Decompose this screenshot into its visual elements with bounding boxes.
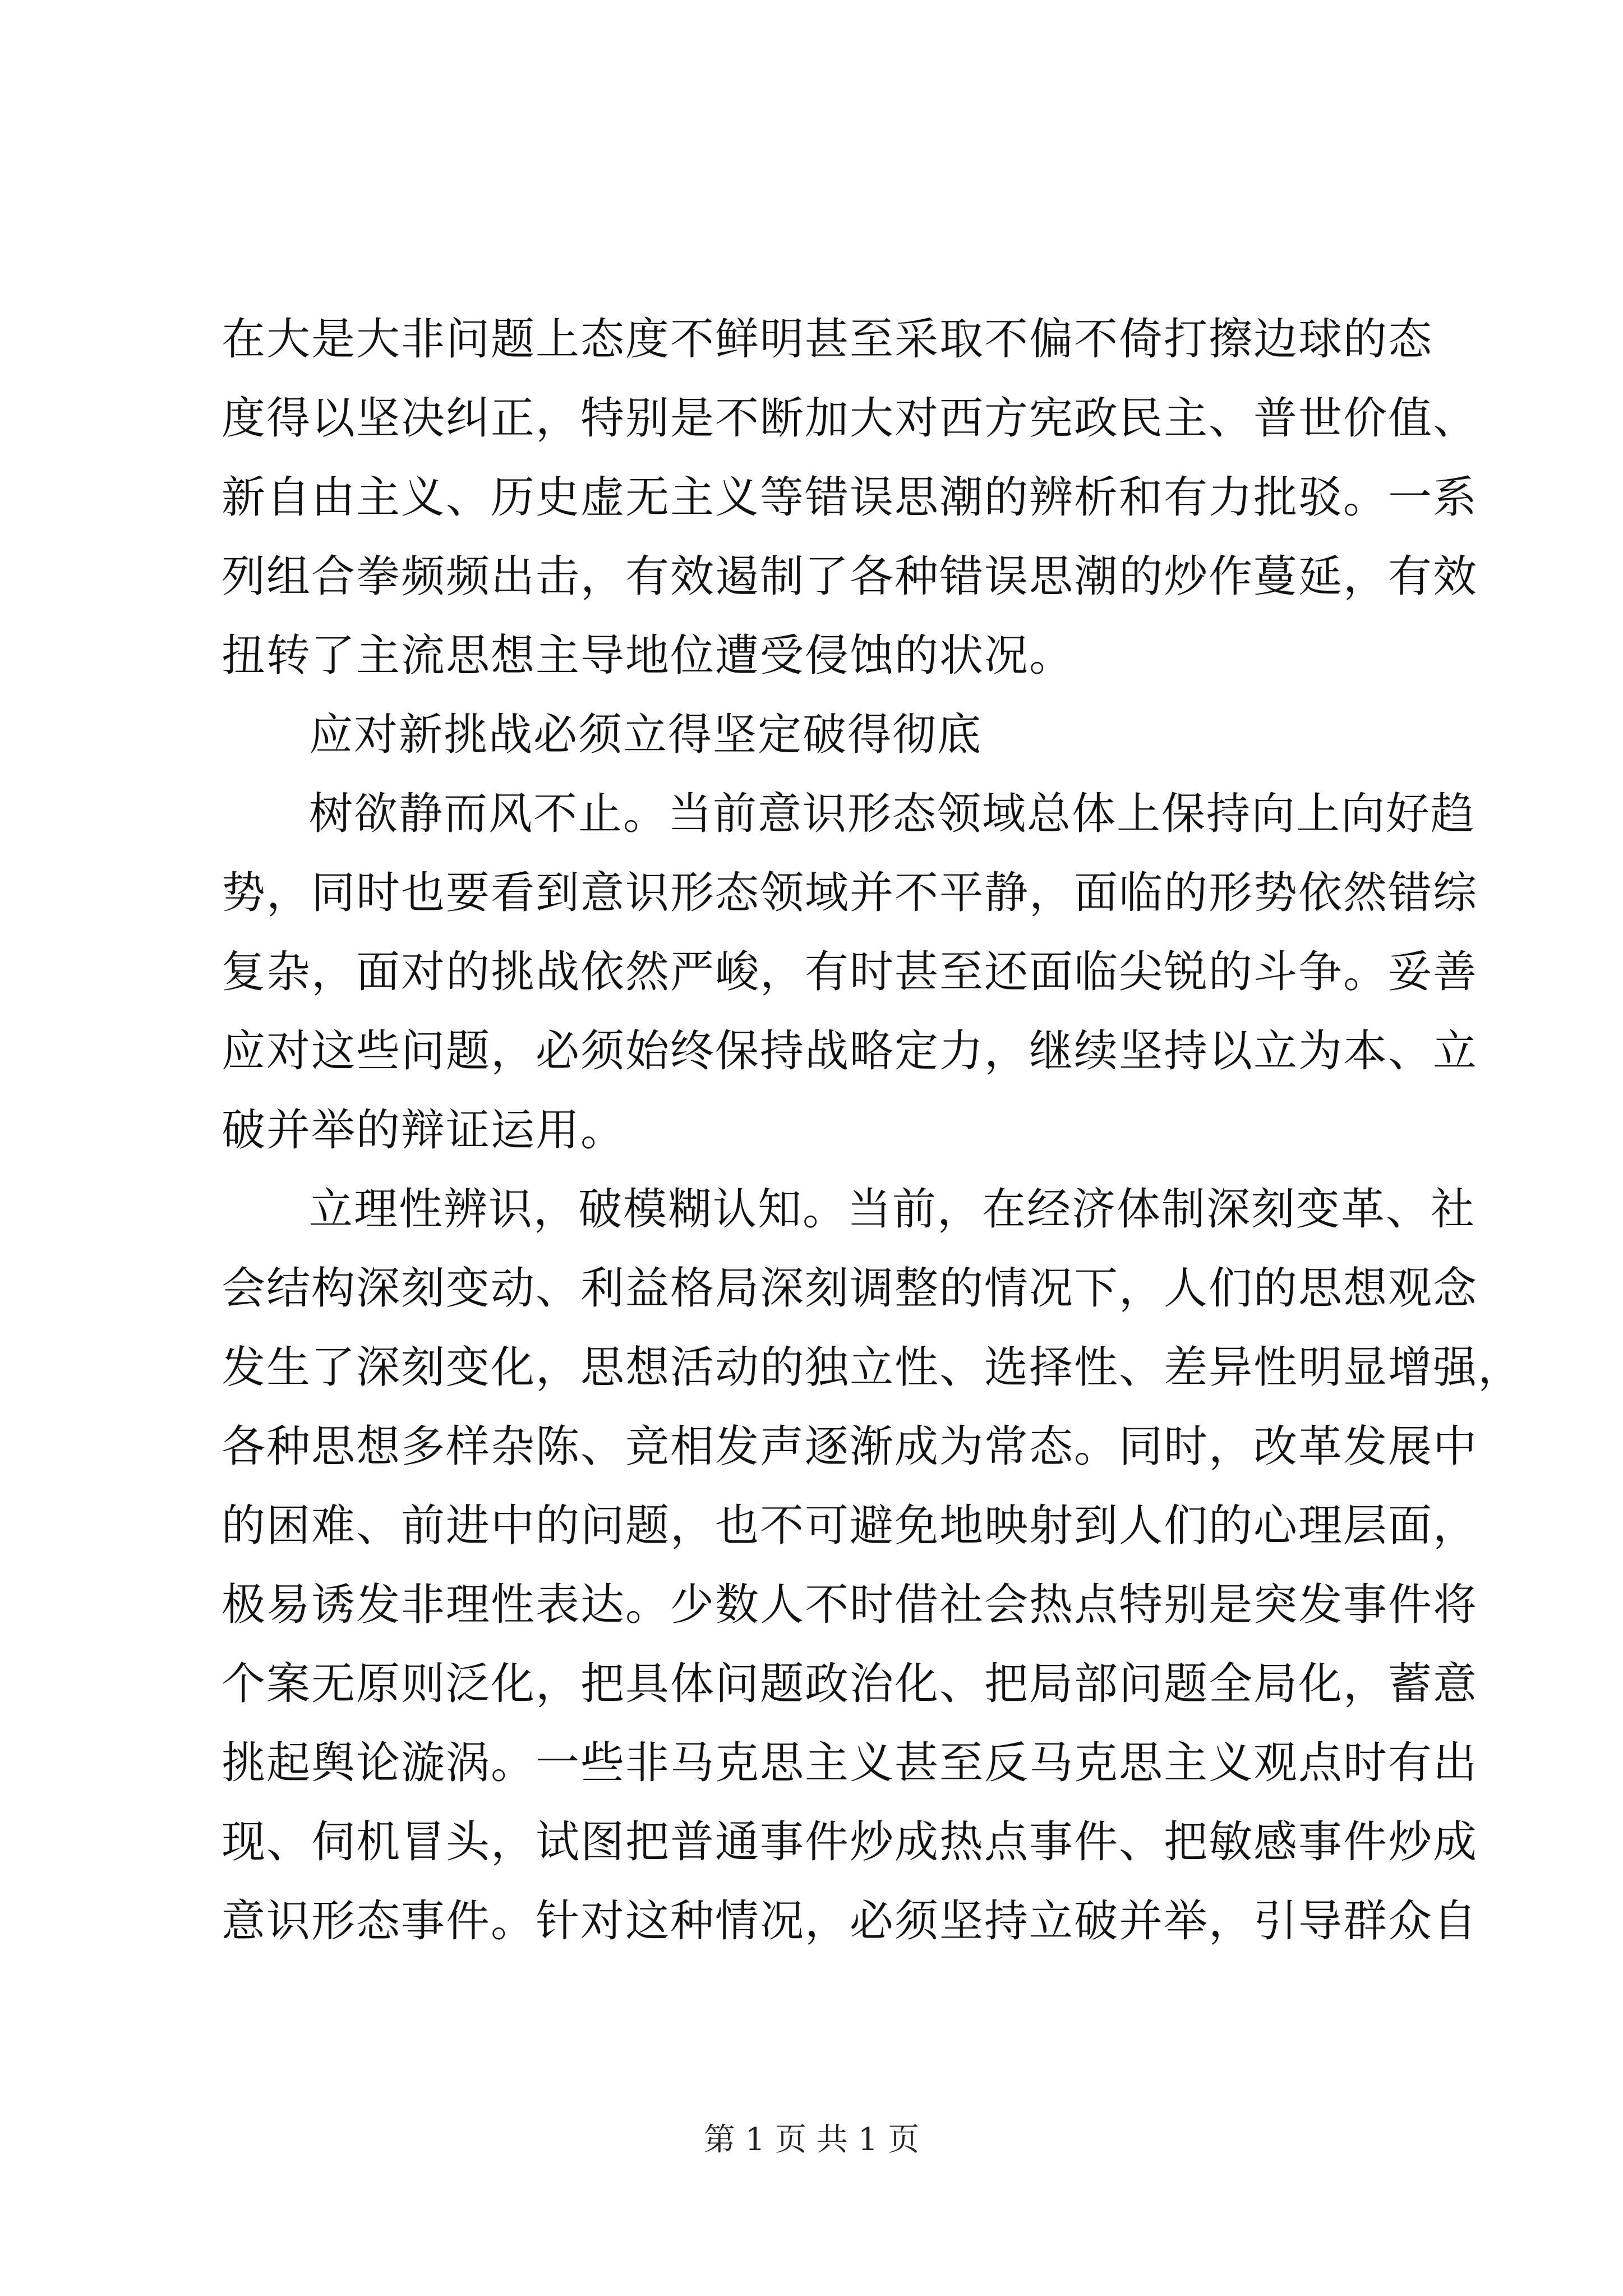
paragraph-3 (222, 1170, 1523, 1961)
paragraph-2 (222, 775, 1478, 1170)
text-line: 挑起舆论漩涡。一些非马克思主义甚至反马克思主义观点时有出 (222, 1738, 1478, 1788)
page-footer: 第 1 页 共 1 页 (703, 2122, 920, 2158)
text-line: 个案无原则泛化，把具体问题政治化、把局部问题全局化，蓄意 (222, 1659, 1478, 1709)
text-line: 会结构深刻变动、利益格局深刻调整的情况下，人们的思想观念 (222, 1263, 1478, 1314)
text-line: 各种思想多样杂陈、竞相发声逐渐成为常态。同时，改革发展中 (222, 1421, 1478, 1472)
text-line: 新自由主义、历史虚无主义等错误思潮的辨析和有力批驳。一系 (222, 472, 1478, 523)
text-line: 复杂，面对的挑战依然严峻，有时甚至还面临尖锐的斗争。妥善 (222, 947, 1478, 997)
text-line: 的困难、前进中的问题，也不可避免地映射到人们的心理层面， (222, 1501, 1478, 1551)
text-line: 扭转了主流思想主导地位遭受侵蚀的状况。 (222, 631, 1075, 681)
text-line: 意识形态事件。针对这种情况，必须坚持立破并举，引导群众自 (222, 1896, 1478, 1947)
text-line: 列组合拳频频出击，有效遏制了各种错误思潮的炒作蔓延，有效 (222, 551, 1478, 602)
text-line: 在大是大非问题上态度不鲜明甚至采取不偏不倚打擦边球的态 (222, 314, 1433, 365)
text-line: 势，同时也要看到意识形态领域并不平静，面临的形势依然错综 (222, 868, 1478, 918)
text-line: 现、伺机冒头，试图把普通事件炒成热点事件、把敏感事件炒成 (222, 1817, 1478, 1867)
text-line: 极易诱发非理性表达。少数人不时借社会热点特别是突发事件将 (222, 1580, 1478, 1630)
text-line: 度得以坚决纠正，特别是不断加大对西方宪政民主、普世价值、 (222, 393, 1478, 444)
text-line: 应对这些问题，必须始终保持战略定力，继续坚持以立为本、立 (222, 1026, 1478, 1076)
paragraph-1 (222, 300, 1478, 696)
text-line: 破并举的辩证运用。 (222, 1105, 626, 1156)
text-line: 立理性辨识，破模糊认知。当前，在经济体制深刻变革、社 (309, 1184, 1476, 1235)
document-body (222, 300, 1523, 1961)
text-line: 树欲静而风不止。当前意识形态领域总体上保持向上向好趋 (309, 789, 1476, 839)
section-heading: 应对新挑战必须立得坚定破得彻底 (309, 710, 983, 760)
text-line: 发生了深刻变化，思想活动的独立性、选择性、差异性明显增强， (222, 1342, 1523, 1393)
